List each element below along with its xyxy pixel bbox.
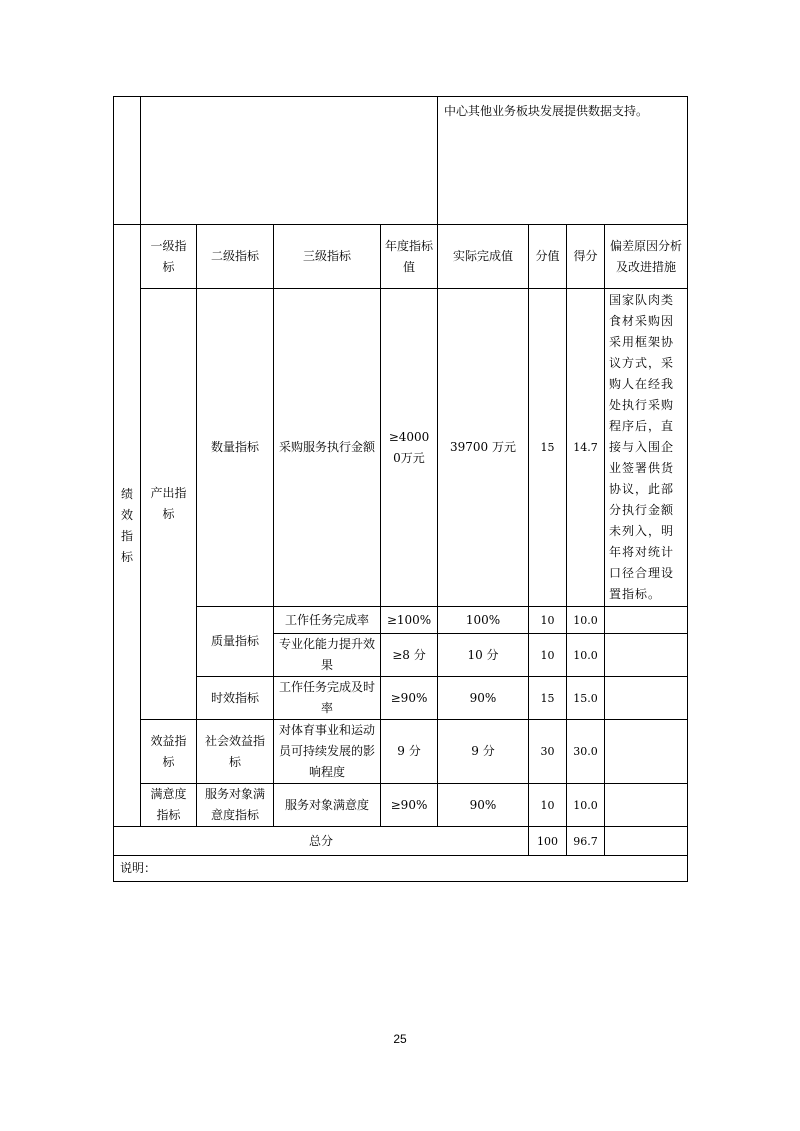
weight-cell: 30 <box>529 720 567 784</box>
level3-cell: 专业化能力提升效果 <box>274 634 381 677</box>
actual-cell: 100% <box>438 607 529 634</box>
note-label: 说明： <box>114 856 688 882</box>
level3-cell: 服务对象满意度 <box>274 784 381 827</box>
note-row <box>114 856 688 882</box>
score-cell: 10.0 <box>567 607 605 634</box>
table-row <box>114 720 688 784</box>
header-reason: 偏差原因分析及改进措施 <box>605 225 688 289</box>
top-continuation-text: 中心其他业务板块发展提供数据支持。 <box>438 97 688 225</box>
top-continuation-row <box>114 97 688 225</box>
total-score: 96.7 <box>567 827 605 856</box>
table-row <box>114 784 688 827</box>
total-row <box>114 827 688 856</box>
target-cell: ≥90% <box>381 677 438 720</box>
target-cell: ≥8 分 <box>381 634 438 677</box>
header-target: 年度指标值 <box>381 225 438 289</box>
reason-cell <box>605 784 688 827</box>
table-row <box>114 677 688 720</box>
target-cell: ≥100% <box>381 607 438 634</box>
total-reason <box>605 827 688 856</box>
level3-cell: 工作任务完成率 <box>274 607 381 634</box>
weight-cell: 10 <box>529 634 567 677</box>
score-cell: 15.0 <box>567 677 605 720</box>
top-blank-middle <box>141 97 438 225</box>
reason-cell <box>605 677 688 720</box>
actual-cell: 10 分 <box>438 634 529 677</box>
level3-cell: 采购服务执行金额 <box>274 289 381 607</box>
header-score-value: 分值 <box>529 225 567 289</box>
table-row <box>114 607 688 634</box>
actual-cell: 90% <box>438 677 529 720</box>
target-cell: 9 分 <box>381 720 438 784</box>
table-row <box>114 289 688 607</box>
weight-cell: 10 <box>529 784 567 827</box>
header-level1: 一级指标 <box>141 225 197 289</box>
target-cell: ≥90% <box>381 784 438 827</box>
performance-table-container <box>113 96 687 882</box>
header-actual: 实际完成值 <box>438 225 529 289</box>
level1-output: 产出指标 <box>141 289 197 720</box>
level2-satisfaction: 服务对象满意度指标 <box>197 784 274 827</box>
reason-cell: 国家队肉类食材采购因采用框架协议方式，采购人在经我处执行采购程序后，直接与入围企业签署供货协议，此部分执行金额未列入，明年将对统计口径合理设置指标。 <box>605 289 688 607</box>
header-level3: 三级指标 <box>274 225 381 289</box>
level1-benefit: 效益指标 <box>141 720 197 784</box>
actual-cell: 9 分 <box>438 720 529 784</box>
reason-cell <box>605 607 688 634</box>
weight-cell: 10 <box>529 607 567 634</box>
header-score: 得分 <box>567 225 605 289</box>
level2-quality: 质量指标 <box>197 607 274 677</box>
weight-cell: 15 <box>529 289 567 607</box>
weight-cell: 15 <box>529 677 567 720</box>
page-number: 25 <box>393 1032 407 1046</box>
score-cell: 10.0 <box>567 784 605 827</box>
level2-timeliness: 时效指标 <box>197 677 274 720</box>
performance-table <box>113 96 688 882</box>
score-cell: 30.0 <box>567 720 605 784</box>
top-blank-left <box>114 97 141 225</box>
target-cell: ≥40000万元 <box>381 289 438 607</box>
level3-cell: 工作任务完成及时率 <box>274 677 381 720</box>
level3-cell: 对体育事业和运动员可持续发展的影响程度 <box>274 720 381 784</box>
reason-cell <box>605 720 688 784</box>
score-cell: 14.7 <box>567 289 605 607</box>
actual-cell: 39700 万元 <box>438 289 529 607</box>
reason-cell <box>605 634 688 677</box>
level1-satisfaction: 满意度指标 <box>141 784 197 827</box>
level2-quantity: 数量指标 <box>197 289 274 607</box>
group-label: 绩效指标 <box>114 225 141 827</box>
score-cell: 10.0 <box>567 634 605 677</box>
actual-cell: 90% <box>438 784 529 827</box>
header-level2: 二级指标 <box>197 225 274 289</box>
total-weight: 100 <box>529 827 567 856</box>
header-row <box>114 225 688 289</box>
total-label: 总分 <box>114 827 529 856</box>
level2-social-benefit: 社会效益指标 <box>197 720 274 784</box>
